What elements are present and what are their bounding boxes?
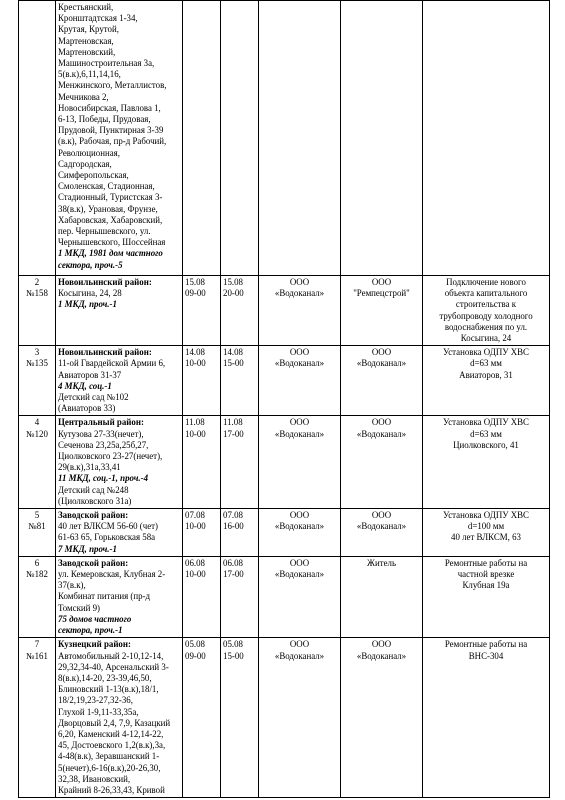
end-cell xyxy=(221,416,259,509)
executor-cell xyxy=(341,276,423,346)
organization-cell xyxy=(259,509,341,557)
request-id: №182 xyxy=(26,569,48,580)
executor-name: ООО «Водоканал» xyxy=(356,347,407,369)
address-cell xyxy=(56,346,183,416)
start-date: 06.08 xyxy=(185,557,205,568)
table-row xyxy=(19,276,550,346)
district-name: Центральный район: xyxy=(58,417,144,428)
address-list: Крестьянский, Кронштадтская 1-34, Крутая, Крутой, Мартеновская, Мартеновский, Машиностроительная 3а, 5(в.к),6,11,14,16, Менжинского, Металлистов, Мечникова 2, Новосибирская, Павлова 1, 6-13, Победы, Прудовая, Прудовой, Пунктирная 3-39 (в.к), Рабочая, пр-д Рабочий, Революционная, Садгородская, Симферопольская, Смоленская, Стадионная, Стадионный, Туристская 3- 38(в.к), Урановая, Фрунзе, Хабаровская, Хабаровский, пер. Чернышевского, ул. Чернышевского, Шоссейная xyxy=(58,2,167,248)
executor-cell xyxy=(341,556,423,637)
address-cell xyxy=(56,1,183,276)
reason-cell xyxy=(423,416,550,509)
row-number: 3 xyxy=(34,347,40,358)
end-date: 05.08 xyxy=(223,639,243,650)
outage-schedule-table xyxy=(18,0,550,798)
organization-cell xyxy=(259,276,341,346)
organization-name: ООО «Водоканал» xyxy=(274,277,325,299)
organization-cell xyxy=(259,416,341,509)
address-cell xyxy=(56,509,183,557)
reason-cell xyxy=(423,556,550,637)
start-cell xyxy=(183,1,221,276)
table-row xyxy=(19,509,550,557)
start-cell xyxy=(183,509,221,557)
end-cell xyxy=(221,346,259,416)
building-summary: 75 домов частного сектора, проч.-1 xyxy=(58,613,132,636)
executor-name: ООО «Водоканал» xyxy=(356,639,407,661)
reason-text: Подключение нового объекта капитального строительства к трубопроводу холодного водоснабжения по ул. Косыгина, 24 xyxy=(439,277,533,344)
request-id: №81 xyxy=(28,521,46,532)
address-list: Кутузова 27-33(нечет), Сеченова 23,25а,25б,27, Циолковского 23-27(нечет), 29(в.к),31а,33,41 xyxy=(58,428,163,473)
row-number-cell xyxy=(19,509,56,557)
request-id: №161 xyxy=(26,650,48,661)
organization-cell xyxy=(259,1,341,276)
end-cell xyxy=(221,509,259,557)
reason-text: Установка ОДПУ ХВС d=63 мм Авиаторов, 31 xyxy=(443,347,529,380)
start-date: 05.08 xyxy=(185,639,205,650)
start-time: 10-00 xyxy=(185,358,206,369)
district-name: Заводской район: xyxy=(58,557,129,568)
address-list: ул. Кемеровская, Клубная 2- 37(в.к), Комбинат питания (пр-д Томский 9) xyxy=(58,569,166,613)
table-row xyxy=(19,1,550,276)
executor-name: ООО «Водоканал» xyxy=(356,417,407,439)
reason-cell xyxy=(423,276,550,346)
row-number: 6 xyxy=(34,557,40,568)
organization-cell xyxy=(259,346,341,416)
executor-cell xyxy=(341,416,423,509)
row-number-cell xyxy=(19,276,56,346)
row-number: 5 xyxy=(34,510,40,521)
reason-text: Ремонтные работы на ВНС-304 xyxy=(444,639,528,661)
start-cell xyxy=(183,638,221,798)
start-cell xyxy=(183,346,221,416)
row-number-cell xyxy=(19,1,56,276)
request-id: №120 xyxy=(26,428,48,439)
end-date: 11.08 xyxy=(223,417,243,428)
start-time: 09-00 xyxy=(185,650,206,661)
organization-name: ООО «Водоканал» xyxy=(274,639,325,661)
row-number-cell xyxy=(19,638,56,798)
end-date: 15.08 xyxy=(223,277,243,287)
end-cell xyxy=(221,638,259,798)
end-date: 06.08 xyxy=(223,557,243,568)
start-time: 09-00 xyxy=(185,288,206,299)
reason-text: Установка ОДПУ ХВС d=100 мм 40 лет ВЛКСМ, 63 xyxy=(443,510,529,543)
table-row xyxy=(19,416,550,509)
district-name: Новоильинский район: xyxy=(58,277,152,287)
reason-cell xyxy=(423,638,550,798)
building-summary: 4 МКД, соц.-1 xyxy=(58,380,112,391)
district-name: Заводской район: xyxy=(58,510,129,521)
organization-name: ООО «Водоканал» xyxy=(274,510,325,532)
executor-cell xyxy=(341,346,423,416)
executor-cell xyxy=(341,638,423,798)
reason-cell xyxy=(423,1,550,276)
start-cell xyxy=(183,416,221,509)
organization-name: ООО «Водоканал» xyxy=(274,347,325,369)
executor-cell xyxy=(341,509,423,557)
end-cell xyxy=(221,556,259,637)
organization-name: ООО «Водоканал» xyxy=(274,417,325,439)
executor-name: ООО "Ремпецстрой" xyxy=(353,277,410,299)
start-date: 11.08 xyxy=(185,417,205,428)
address-cell xyxy=(56,556,183,637)
end-date: 07.08 xyxy=(223,510,243,521)
row-number: 4 xyxy=(34,417,40,428)
row-number-cell xyxy=(19,346,56,416)
end-cell xyxy=(221,276,259,346)
row-number: 7 xyxy=(34,639,40,650)
table-row xyxy=(19,638,550,798)
end-time: 20-00 xyxy=(223,288,244,299)
address-list: 40 лет ВЛКСМ 56-60 (чет) 61-63 65, Горьковская 58а xyxy=(58,521,159,543)
row-number-cell xyxy=(19,416,56,509)
table-row xyxy=(19,346,550,416)
organization-name: ООО «Водоканал» xyxy=(274,557,325,580)
address-cell xyxy=(56,638,183,798)
reason-text: Установка ОДПУ ХВС d=63 мм Циолковского, 41 xyxy=(443,417,529,450)
start-cell xyxy=(183,556,221,637)
district-name: Новоильинский район: xyxy=(58,347,152,358)
start-date: 15.08 xyxy=(185,277,205,287)
end-date: 14.08 xyxy=(223,347,243,358)
start-time: 10-00 xyxy=(185,521,206,532)
request-id: №158 xyxy=(26,288,48,299)
row-number: 2 xyxy=(34,277,40,287)
address-list: Автомобильный 2-10,12-14, 29,32,34-40, Арсенальский 3- 8(в.к),14-20, 23-39,46,50, Блиновский 1-13(в.к),18/1, 18/2,19,23-27,32-36, Глухой 1-9,11-33,35а, Дворцовый 2,4, 7,9, Казацкий 6,20, Каменский 4-12,14-22, 45, Достоевского 1,2(в.к),3а, 4-48(в.к), Зеравшанский 1- 5(нечет),6-16(в.к),20-26,30, 32,38, Ивановский, Крайний 8-26,33,43, Кривой xyxy=(58,650,171,795)
end-time: 15-00 xyxy=(223,650,244,661)
end-time: 17-00 xyxy=(223,428,244,439)
address-cell xyxy=(56,416,183,509)
table-row xyxy=(19,556,550,637)
reason-cell xyxy=(423,346,550,416)
start-time: 10-00 xyxy=(185,569,206,580)
social-object: Детский сад №102 (Авиаторов 33) xyxy=(58,392,129,414)
address-cell xyxy=(56,276,183,346)
reason-cell xyxy=(423,509,550,557)
executor-name: Житель xyxy=(367,557,396,568)
organization-cell xyxy=(259,638,341,798)
organization-cell xyxy=(259,556,341,637)
end-cell xyxy=(221,1,259,276)
building-summary: 7 МКД, проч.-1 xyxy=(58,543,117,554)
row-number-cell xyxy=(19,556,56,637)
building-summary: 1 МКД, 1981 дом частного сектора, проч.-5 xyxy=(58,248,163,270)
request-id: №135 xyxy=(26,358,48,369)
start-time: 10-00 xyxy=(185,428,206,439)
building-summary: 11 МКД, соц.-1, проч.-4 xyxy=(58,473,149,484)
building-summary: 1 МКД, проч.-1 xyxy=(58,299,117,310)
start-date: 07.08 xyxy=(185,510,205,521)
address-list: 11-ой Гвардейской Армии 6, Авиаторов 31-37 xyxy=(58,358,166,380)
address-list: Косыгина, 24, 28 xyxy=(58,288,122,299)
executor-cell xyxy=(341,1,423,276)
end-time: 16-00 xyxy=(223,521,244,532)
start-cell xyxy=(183,276,221,346)
reason-text: Ремонтные работы на частной врезке Клубная 19а xyxy=(444,557,528,591)
social-object: Детский сад №248 (Циолковского 31а) xyxy=(58,484,132,506)
start-date: 14.08 xyxy=(185,347,205,358)
district-name: Кузнецкий район: xyxy=(58,639,131,650)
end-time: 15-00 xyxy=(223,358,244,369)
end-time: 17-00 xyxy=(223,569,244,580)
executor-name: ООО «Водоканал» xyxy=(356,510,407,532)
